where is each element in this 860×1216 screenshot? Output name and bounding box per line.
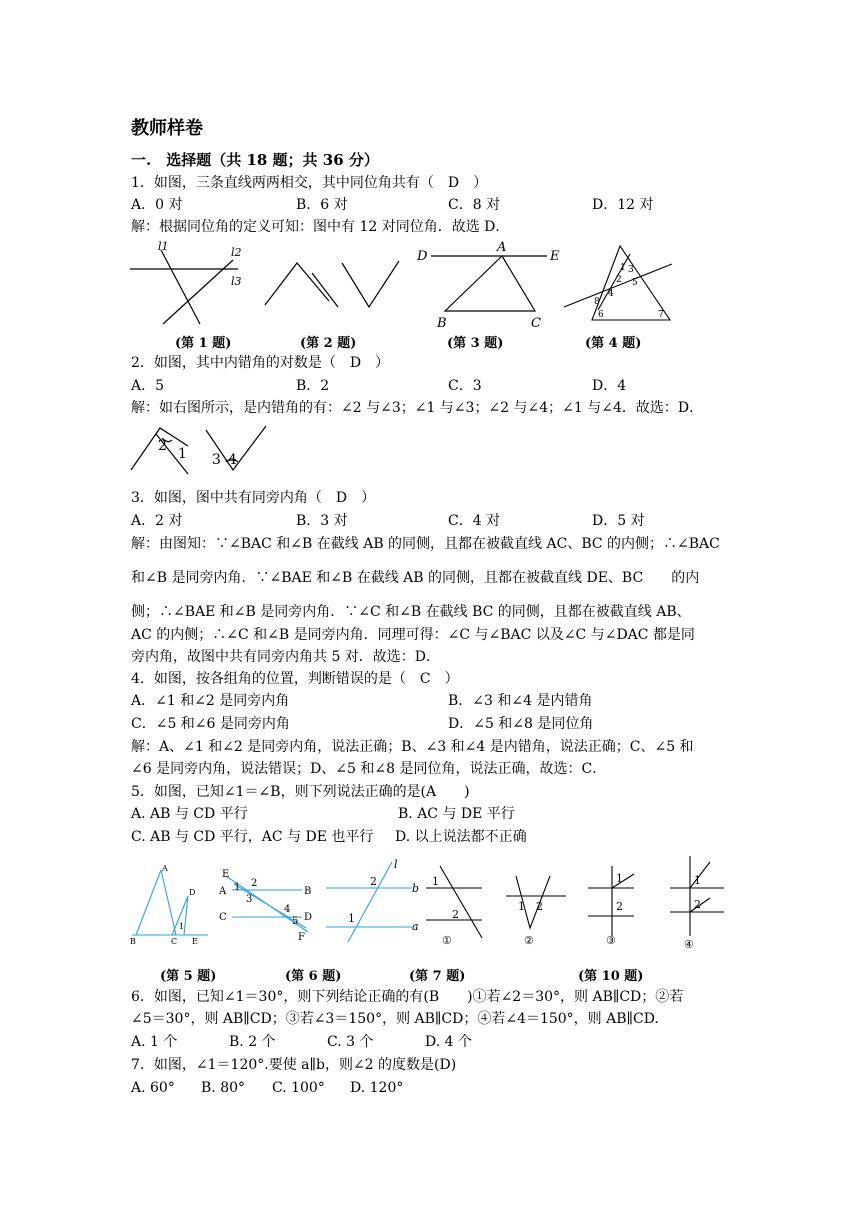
q3-solution-line5: 旁内角，故图中共有同旁内角共 5 对．故选：D． xyxy=(131,649,441,665)
q3-option-c: C．4 对 xyxy=(448,513,501,529)
fig4-label-2: 2 xyxy=(616,275,622,285)
q1-option-c: C．8 对 xyxy=(448,197,501,213)
q6-option-c: C. 3 个 xyxy=(327,1034,374,1050)
fig6-label-5: 5 xyxy=(292,916,299,927)
fig3-label-a: A xyxy=(497,240,507,255)
q5-option-c: C. AB 与 CD 平行，AC 与 DE 也平行 xyxy=(131,829,374,845)
q1-stem: 1．如图，三条直线两两相交，其中同位角共有（ D ） xyxy=(131,175,488,191)
q7-option-a: A. 60° xyxy=(131,1080,175,1096)
figure-q7 xyxy=(324,858,422,948)
q3-option-d: D．5 对 xyxy=(592,513,645,529)
caption-fig10: (第 10 题) xyxy=(578,969,644,984)
q3-solution-line4: AC 的内侧；∴∠C 和∠B 是同旁内角．同理可得：∠C 与∠BAC 以及∠C 与∠DAC 都是同 xyxy=(131,627,695,643)
figure-q3 xyxy=(415,238,565,330)
q3-stem: 3．如图，图中共有同旁内角（ D ） xyxy=(131,490,376,506)
q7-option-b: B. 80° xyxy=(201,1080,246,1096)
fig10-iv-label-1: 1 xyxy=(694,874,701,887)
fig-q2-label-1: 1 xyxy=(178,446,187,462)
caption-fig5: (第 5 题) xyxy=(160,969,217,984)
fig-q2-label-2: 2 xyxy=(158,438,167,454)
fig6-label-3: 3 xyxy=(246,894,253,905)
fig5-label-1: 1 xyxy=(179,922,185,931)
fig3-label-c: C xyxy=(531,316,541,331)
fig5-label-a: A xyxy=(162,864,168,873)
fig7-label-2: 2 xyxy=(370,875,377,888)
fig1-label-l1: l1 xyxy=(158,240,169,253)
fig7-label-1: 1 xyxy=(348,912,355,925)
q4-stem: 4．如图，按各组角的位置，判断错误的是（ C ） xyxy=(131,671,459,687)
q1-option-b: B．6 对 xyxy=(296,197,348,213)
q5-option-d: D. 以上说法都不正确 xyxy=(395,829,527,845)
q2-option-c: C．3 xyxy=(448,378,482,394)
fig6-label-f: F xyxy=(298,932,305,943)
fig10-iii-label-1: 1 xyxy=(616,872,623,885)
fig6-label-b: B xyxy=(304,886,312,897)
figure-q2-solution xyxy=(128,420,278,478)
fig4-label-3: 3 xyxy=(628,265,634,275)
figure-q2 xyxy=(262,255,402,315)
fig6-label-d: D xyxy=(304,912,313,923)
caption-fig7: (第 7 题) xyxy=(409,969,466,984)
figure-q1 xyxy=(128,238,243,326)
fig-q2-label-4: 4 xyxy=(228,452,237,468)
caption-fig6: (第 6 题) xyxy=(285,969,342,984)
fig10-i-label-1: 1 xyxy=(432,875,439,888)
fig10-i-caption: ① xyxy=(442,934,452,947)
fig7-label-b: b xyxy=(412,882,420,895)
fig4-label-8: 8 xyxy=(594,297,600,307)
q2-stem: 2．如图，其中内错角的对数是（ D ） xyxy=(131,355,390,371)
fig7-label-a: a xyxy=(412,920,419,933)
q2-solution: 解：如右图所示，是内错角的有：∠2 与∠3；∠1 与∠3；∠2 与∠4；∠1 与∠4．故选：D． xyxy=(131,400,704,416)
q6-option-b: B. 2 个 xyxy=(229,1034,276,1050)
fig-q2-label-3: 3 xyxy=(212,452,221,468)
fig1-label-l3: l3 xyxy=(231,275,242,288)
q5-stem: 5．如图，已知∠1＝∠B，则下列说法正确的是(A ) xyxy=(131,784,470,800)
fig10-ii-label-2: 2 xyxy=(536,900,543,913)
caption-fig2: (第 2 题) xyxy=(300,336,357,351)
section-heading: 一. 选择题（共 18 题；共 36 分） xyxy=(131,151,379,169)
fig4-label-4: 4 xyxy=(608,289,614,299)
figure-q4 xyxy=(562,244,677,324)
q4-option-c: C．∠5 和∠6 是同旁内角 xyxy=(131,716,290,732)
fig6-label-2: 2 xyxy=(251,878,258,889)
figure-q5 xyxy=(128,862,216,948)
caption-fig4: (第 4 题) xyxy=(585,336,642,351)
fig4-label-6: 6 xyxy=(598,310,604,320)
q4-option-b: B．∠3 和∠4 是内错角 xyxy=(448,693,593,709)
q3-option-b: B．3 对 xyxy=(296,513,348,529)
fig6-label-a: A xyxy=(219,886,227,897)
caption-fig1: (第 1 题) xyxy=(175,336,232,351)
fig4-label-5: 5 xyxy=(632,278,638,288)
q2-option-a: A．5 xyxy=(131,378,165,394)
q7-option-c: C. 100° xyxy=(272,1080,325,1096)
fig5-label-d: D xyxy=(189,888,196,897)
caption-fig3: (第 3 题) xyxy=(447,336,504,351)
fig7-label-l: l xyxy=(394,858,398,871)
fig5-label-b: B xyxy=(130,937,136,946)
q1-solution: 解：根据同位角的定义可知：图中有 12 对同位角．故选 D． xyxy=(131,219,510,235)
fig5-label-c: C xyxy=(171,937,178,946)
page-title: 教师样卷 xyxy=(131,118,203,139)
q5-option-a: A. AB 与 CD 平行 xyxy=(131,806,248,822)
fig10-iii-label-2: 2 xyxy=(616,900,623,913)
fig4-label-1: 1 xyxy=(620,263,626,273)
q3-solution-line3: 侧；∴∠BAE 和∠B 是同旁内角．∵∠C 和∠B 在截线 BC 的同侧，且都在被截直线 AB、 xyxy=(131,604,691,620)
fig6-label-1: 1 xyxy=(234,882,241,893)
fig10-iii-caption: ③ xyxy=(606,934,616,947)
q3-solution-line2: 和∠B 是同旁内角．∵∠BAE 和∠B 在截线 AB 的同侧，且都在被截直线 DE、BC 的内 xyxy=(131,570,700,586)
q2-option-d: D．4 xyxy=(592,378,627,394)
q6-stem-line1: 6．如图，已知∠1＝30°，则下列结论正确的有(B )①若∠2＝30°，则 AB∥CD；②若 xyxy=(131,989,684,1005)
q6-option-a: A. 1 个 xyxy=(131,1034,178,1050)
q1-option-a: A．0 对 xyxy=(131,197,183,213)
figure-q10 xyxy=(420,852,730,952)
fig6-label-c: C xyxy=(219,912,227,923)
fig10-iv-caption: ④ xyxy=(684,938,694,951)
fig3-label-e: E xyxy=(550,249,560,264)
figure-q6 xyxy=(214,862,324,944)
fig5-label-e: E xyxy=(192,937,198,946)
fig1-label-l2: l2 xyxy=(231,246,242,259)
fig4-label-7: 7 xyxy=(658,310,664,320)
fig10-ii-caption: ② xyxy=(524,934,534,947)
fig10-iv-label-2: 2 xyxy=(694,898,701,911)
q4-solution-line2: ∠6 是同旁内角，说法错误；D、∠5 和∠8 是同位角，说法正确，故选：C． xyxy=(131,761,607,777)
fig10-ii-label-1: 1 xyxy=(518,900,525,913)
fig6-label-4: 4 xyxy=(284,904,291,915)
fig10-i-label-2: 2 xyxy=(452,908,459,921)
q2-option-b: B．2 xyxy=(296,378,330,394)
q4-option-d: D．∠5 和∠8 是同位角 xyxy=(448,716,594,732)
q5-option-b: B. AC 与 DE 平行 xyxy=(398,806,515,822)
q4-option-a: A．∠1 和∠2 是同旁内角 xyxy=(131,693,290,709)
q6-stem-line2: ∠5＝30°，则 AB∥CD；③若∠3＝150°，则 AB∥CD；④若∠4＝150°，则 AB∥CD. xyxy=(131,1011,659,1027)
q3-option-a: A．2 对 xyxy=(131,513,183,529)
fig3-label-b: B xyxy=(437,316,447,331)
fig3-label-d: D xyxy=(417,249,428,264)
q7-option-d: D. 120° xyxy=(350,1080,404,1096)
q1-option-d: D．12 对 xyxy=(592,197,654,213)
fig6-label-e: E xyxy=(222,869,230,880)
q3-solution-line1: 解：由图知：∵∠BAC 和∠B 在截线 AB 的同侧，且都在被截直线 AC、BC 的内侧；∴∠BAC xyxy=(131,536,720,552)
q7-stem: 7．如图，∠1＝120°.要使 a∥b，则∠2 的度数是(D) xyxy=(131,1057,457,1073)
q6-option-d: D. 4 个 xyxy=(425,1034,472,1050)
q4-solution-line1: 解：A、∠1 和∠2 是同旁内角，说法正确；B、∠3 和∠4 是内错角，说法正确；C、∠5 和 xyxy=(131,739,694,755)
